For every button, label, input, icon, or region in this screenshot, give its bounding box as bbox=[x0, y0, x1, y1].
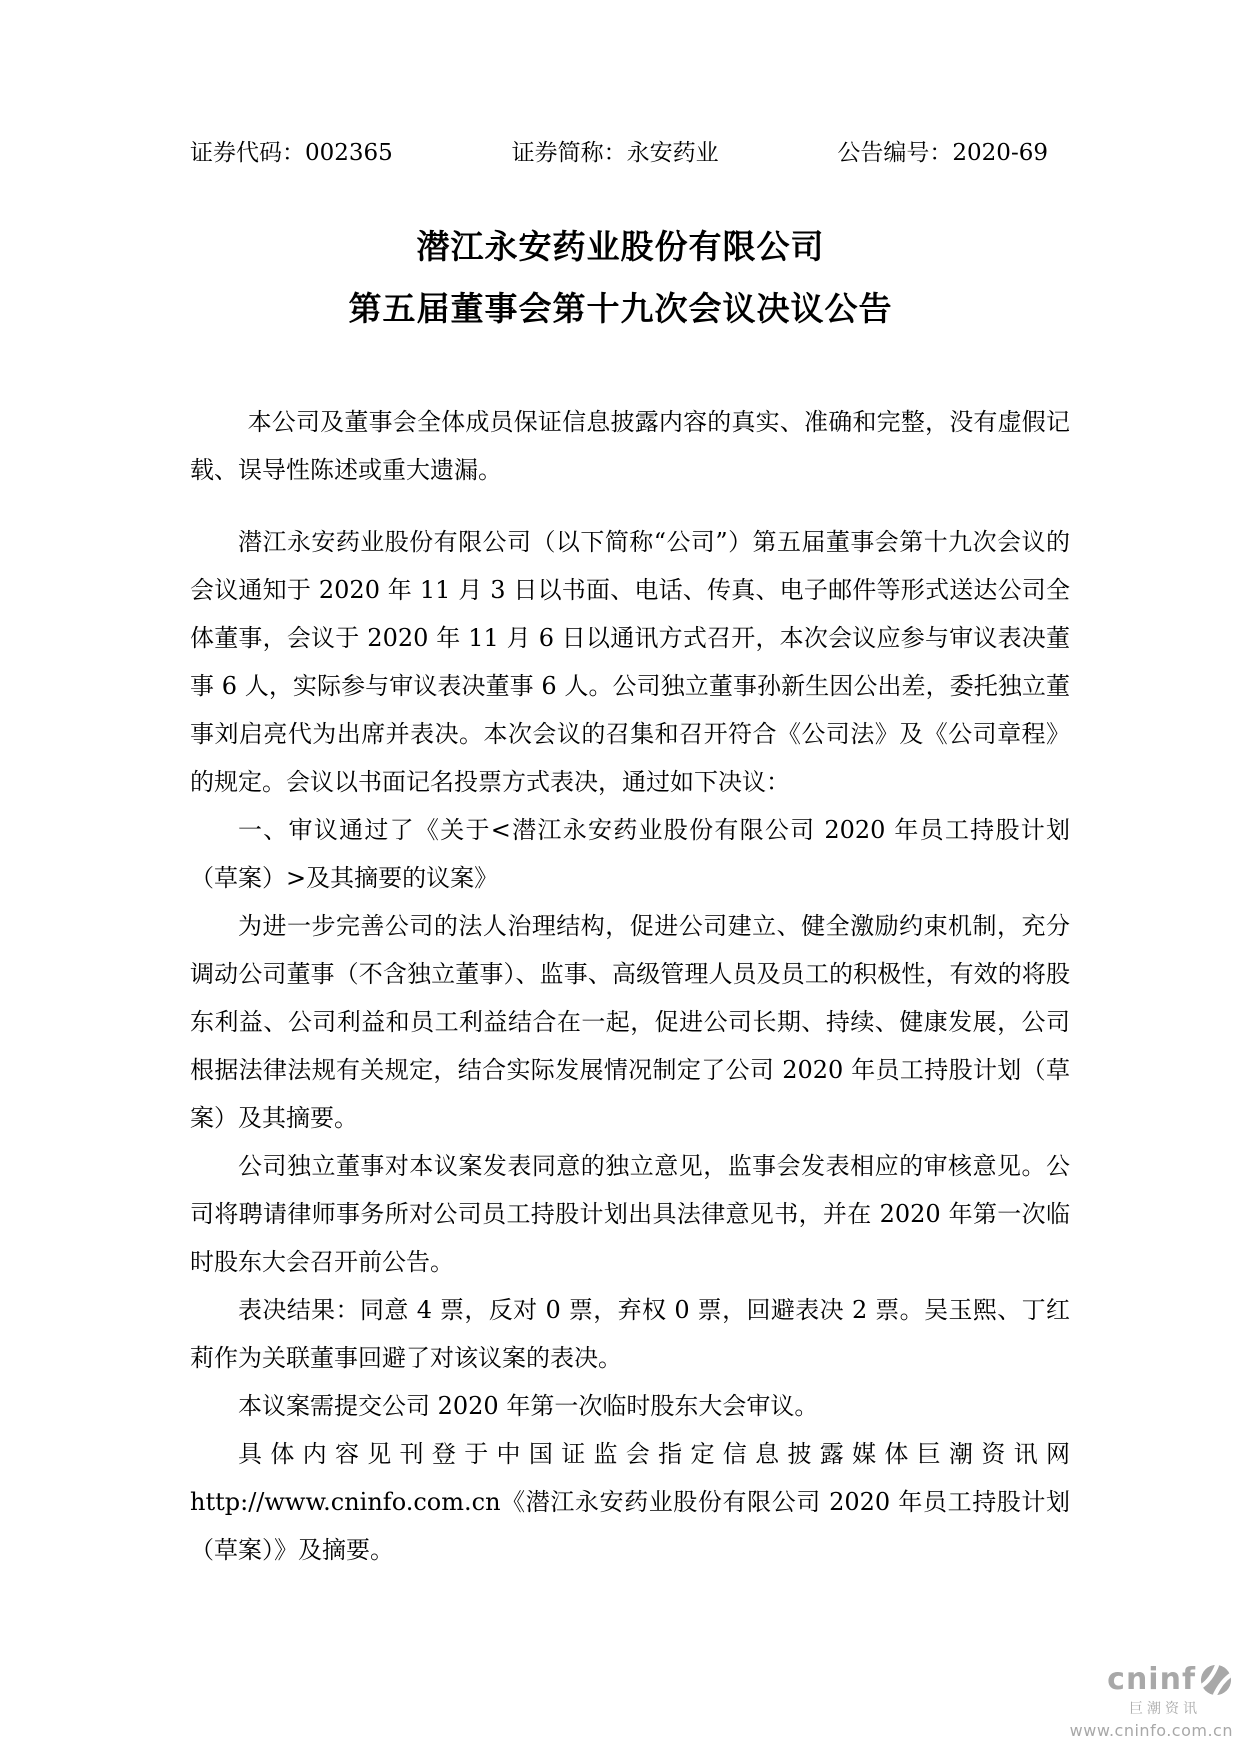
cninfo-logo-text: cninf bbox=[1107, 1662, 1196, 1697]
paragraph-meeting-info: 潜江永安药业股份有限公司（以下简称“公司”）第五届董事会第十九次会议的会议通知于 2020 年 11 月 3 日以书面、电话、传真、电子邮件等形式送达公司全体董事，会议于 2020 年 11 月 6 日以通讯方式召开，本次会议应参与审议表决董事 6 人，实际参与审议表决董事 6 人。公司独立董事孙新生因公出差，委托独立董事刘启亮代为出席并表决。本次会议的召集和召开符合《公司法》及《公司章程》的规定。会议以书面记名投票方式表决，通过如下决议： bbox=[190, 528, 1070, 796]
paragraph-guarantee: 本公司及董事会全体成员保证信息披露内容的真实、准确和完整，没有虚假记载、误导性陈述或重大遗漏。 bbox=[190, 408, 1070, 484]
paragraph-disclosure-media: 具体内容见刊登于中国证监会指定信息披露媒体巨潮资讯网 http://www.cninfo.com.cn《潜江永安药业股份有限公司 2020 年员工持股计划（草案）》及摘要。 bbox=[190, 1440, 1070, 1564]
document-title bbox=[0, 226, 1241, 330]
company-name-title: 潜江永安药业股份有限公司 bbox=[416, 227, 825, 266]
cninfo-globe-icon bbox=[1199, 1663, 1233, 1697]
heading-resolution-item-1: 一、审议通过了《关于<潜江永安药业股份有限公司 2020 年员工持股计划（草案）>及其摘要的议案》 bbox=[190, 816, 1070, 892]
cninfo-url: www.cninfo.com.cn bbox=[1069, 1721, 1233, 1740]
stock-abbr: 证券简称：永安药业 bbox=[511, 140, 719, 166]
cninfo-logo bbox=[1070, 1663, 1233, 1697]
paragraph-plan-purpose: 为进一步完善公司的法人治理结构，促进公司建立、健全激励约束机制，充分调动公司董事（不含独立董事）、监事、高级管理人员及员工的积极性，有效的将股东利益、公司利益和员工利益结合在一起，促进公司长期、持续、健康发展，公司根据法律法规有关规定，结合实际发展情况制定了公司 2020 年员工持股计划（草案）及其摘要。 bbox=[190, 912, 1070, 1132]
meeting-resolution-title: 第五届董事会第十九次会议决议公告 bbox=[348, 289, 893, 328]
cninfo-logo-caption: 巨潮资讯 bbox=[1129, 1701, 1201, 1717]
paragraph-opinions: 公司独立董事对本议案发表同意的独立意见，监事会发表相应的审核意见。公司将聘请律师事务所对公司员工持股计划出具法律意见书，并在 2020 年第一次临时股东大会召开前公告。 bbox=[190, 1152, 1070, 1276]
paragraph-submission: 本议案需提交公司 2020 年第一次临时股东大会审议。 bbox=[238, 1392, 819, 1420]
document-header bbox=[190, 138, 1048, 168]
document-body bbox=[190, 398, 1070, 1574]
cninfo-watermark bbox=[1070, 1663, 1233, 1740]
paragraph-vote-result: 表决结果：同意 4 票，反对 0 票，弃权 0 票，回避表决 2 票。吴玉熙、丁红莉作为关联董事回避了对该议案的表决。 bbox=[190, 1296, 1070, 1372]
announcement-number: 公告编号：2020-69 bbox=[837, 140, 1048, 166]
stock-code: 证券代码：002365 bbox=[190, 140, 393, 166]
